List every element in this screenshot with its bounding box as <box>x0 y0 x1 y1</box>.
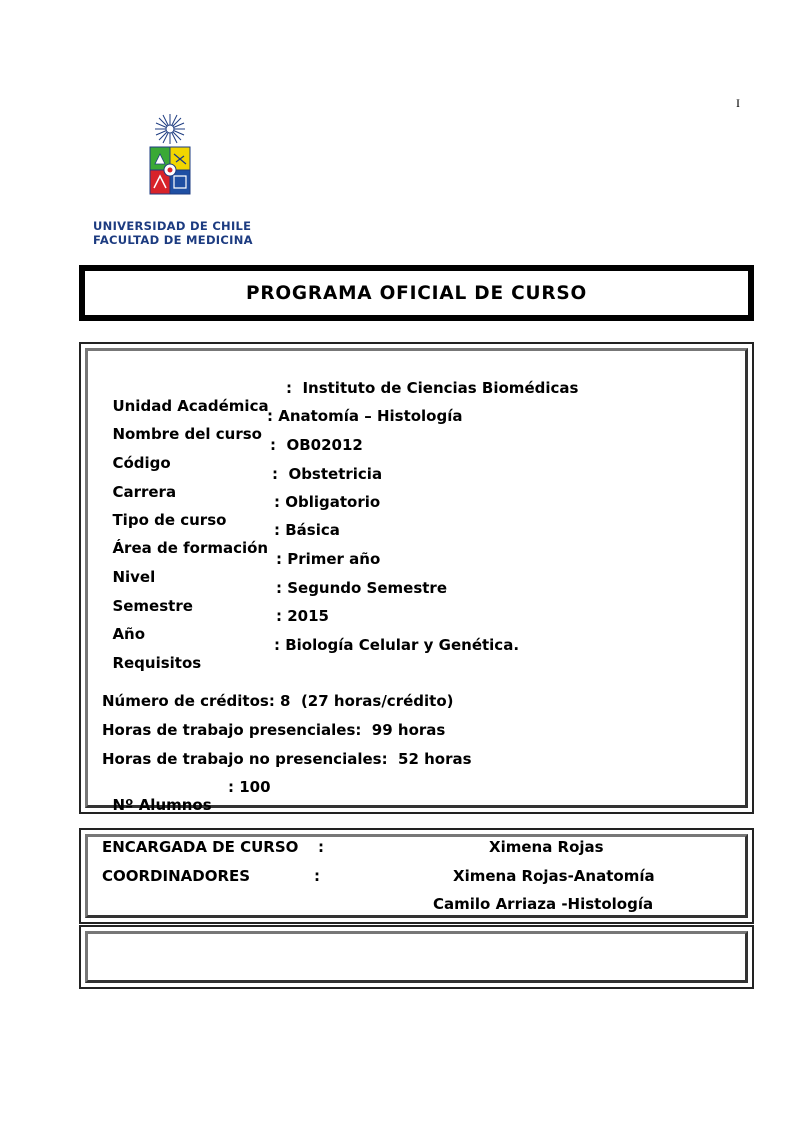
coordinadores-colon: : <box>314 867 320 885</box>
area-value: : Básica <box>274 521 340 539</box>
encargada-name: Ximena Rojas <box>489 838 604 856</box>
nombre-label: Nombre del curso <box>112 425 262 443</box>
carrera-value: : Obstetricia <box>272 465 383 483</box>
title-inner <box>84 270 749 316</box>
empty-box <box>79 925 754 989</box>
university-crest-logo <box>138 112 202 216</box>
unidad-value: : Instituto de Ciencias Biomédicas <box>286 379 579 397</box>
anio-value: : 2015 <box>276 607 329 625</box>
university-name <box>93 219 253 247</box>
coordinador-histologia: Camilo Arriaza -Histología <box>433 895 654 913</box>
area-label: Área de formación <box>112 539 269 557</box>
coordinadores-label: COORDINADORES <box>102 867 251 885</box>
nivel-value: : Primer año <box>276 550 381 568</box>
tipo-label: Tipo de curso <box>112 511 227 529</box>
requisitos-label: Requisitos <box>112 654 202 672</box>
coordinador-anatomia: Ximena Rojas-Anatomía <box>453 867 655 885</box>
encargada-label: ENCARGADA DE CURSO <box>102 838 299 856</box>
nivel-label: Nivel <box>112 568 156 586</box>
info-row-requisitos <box>102 636 520 690</box>
encargada-colon: : <box>318 838 324 856</box>
nombre-value: : Anatomía – Histología <box>267 407 463 425</box>
codigo-label: Código <box>112 454 171 472</box>
codigo-value: : OB02012 <box>270 436 363 454</box>
no-presenciales-line: Horas de trabajo no presenciales: 52 horas <box>102 750 472 768</box>
carrera-label: Carrera <box>112 483 177 501</box>
creditos-line: Número de créditos: 8 (27 horas/crédito) <box>102 692 454 710</box>
page-number: I <box>736 96 740 110</box>
anio-label: Año <box>112 625 146 643</box>
requisitos-value: : Biología Celular y Genética. <box>274 636 520 654</box>
semestre-value: : Segundo Semestre <box>276 579 448 597</box>
unidad-label: Unidad Académica <box>112 397 269 415</box>
presenciales-line: Horas de trabajo presenciales: 99 horas <box>102 721 446 739</box>
tipo-value: : Obligatorio <box>274 493 381 511</box>
alumnos-value: : 100 <box>228 778 271 796</box>
alumnos-label: Nº Alumnos <box>112 796 212 814</box>
page-title: PROGRAMA OFICIAL DE CURSO <box>245 282 588 304</box>
info-row-alumnos <box>102 778 271 832</box>
faculty-line: FACULTAD DE MEDICINA <box>93 233 253 247</box>
semestre-label: Semestre <box>112 597 193 615</box>
title-box <box>79 265 754 321</box>
university-line: UNIVERSIDAD DE CHILE <box>93 219 252 233</box>
